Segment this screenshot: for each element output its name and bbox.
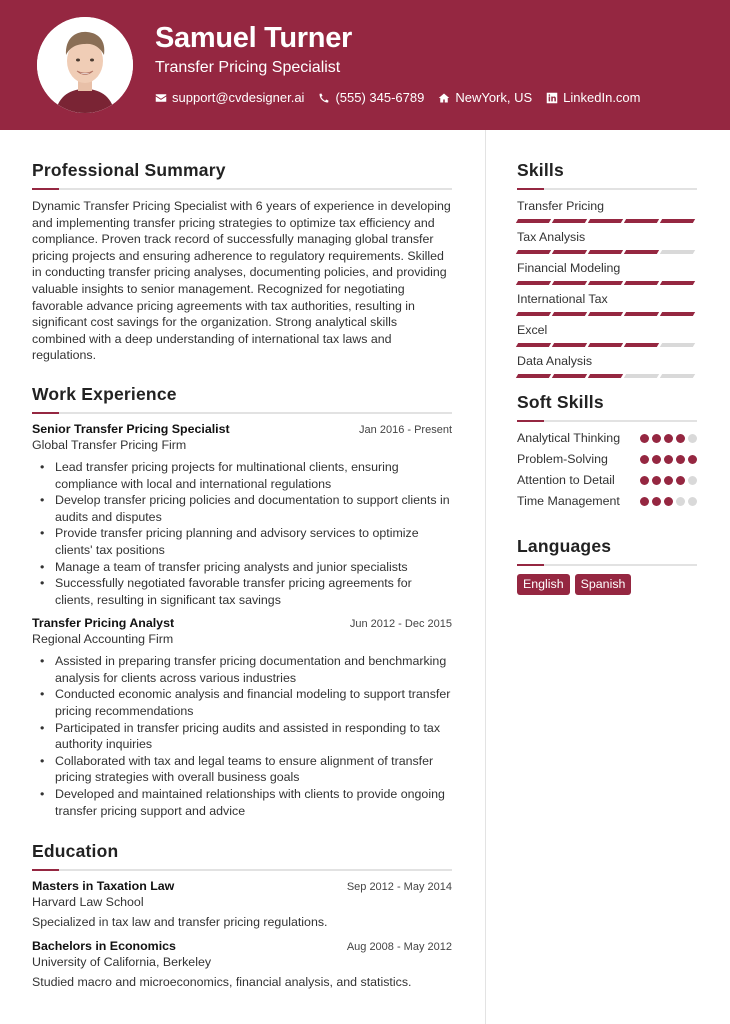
skill-level-bar — [517, 219, 697, 223]
home-icon — [438, 92, 450, 104]
skill-segment — [516, 374, 551, 378]
section-rule — [32, 412, 452, 414]
education-desc: Specialized in tax law and transfer pricing regulations. — [32, 915, 328, 930]
skill-segment — [516, 219, 551, 223]
rating-dot-icon — [640, 434, 649, 443]
rating-dot-icon — [664, 434, 673, 443]
soft-skill-rating — [640, 497, 697, 510]
skill-segment — [516, 343, 551, 347]
rating-dot-icon — [676, 434, 685, 443]
sidebar-column — [517, 160, 697, 595]
rating-dot-icon — [640, 476, 649, 485]
skill-segment — [552, 374, 587, 378]
skill-segment — [552, 250, 587, 254]
soft-skills-list — [517, 430, 697, 510]
phone-icon — [318, 92, 330, 104]
skill-segment — [552, 312, 587, 316]
degree: Masters in Taxation Law — [32, 879, 175, 894]
envelope-icon — [155, 92, 167, 104]
degree: Bachelors in Economics — [32, 939, 176, 954]
school: University of California, Berkeley — [32, 955, 212, 970]
skill-segment — [552, 343, 587, 347]
skill-segment — [552, 219, 587, 223]
job-bullets — [32, 653, 452, 819]
skills-section — [517, 160, 697, 378]
job-date: Jan 2016 - Present — [359, 423, 452, 436]
candidate-name: Samuel Turner — [155, 22, 353, 54]
soft-skill-label: Problem-Solving — [517, 452, 608, 466]
job-company: Regional Accounting Firm — [32, 632, 174, 647]
summary-text: Dynamic Transfer Pricing Specialist with 6 years of experience in developing and implementing transfer pricing strategies to optimize tax efficiency and compliance. Proven track record of successfully managing global transfer pricing projects and ensuring adherence to regulatory requirements. Skilled in conducting transfer pricing analyses, documenting policies, and providing valuable insights to senior management. Recognized for negotiating favorable advance pricing agreements with tax authorities, resulting in significant cost savings for the organization. Strong analytical skills combined with a deep understanding of international tax laws and regulations. — [32, 199, 451, 363]
skill-label: Tax Analysis — [517, 230, 586, 244]
skill-level-bar — [517, 281, 697, 285]
skill-segment — [624, 219, 659, 223]
section-heading: Education — [32, 841, 119, 862]
skill-segment — [624, 312, 659, 316]
list-item: • Lead transfer pricing projects for multinational clients, ensuring compliance with local and international regulations — [32, 459, 452, 492]
skill-segment — [624, 250, 659, 254]
skill-segment — [624, 281, 659, 285]
section-heading: Languages — [517, 536, 612, 556]
section-rule — [32, 188, 452, 190]
skill-segment — [624, 343, 659, 347]
list-item: • Conducted economic analysis and financial modeling to support transfer pricing recommendations — [32, 686, 452, 719]
skill-label: Transfer Pricing — [517, 199, 604, 213]
contact-phone[interactable] — [318, 90, 424, 105]
skill-segment — [660, 343, 695, 347]
skill-segment — [660, 281, 695, 285]
phone-text: (555) 345-6789 — [335, 90, 425, 105]
job-entry — [32, 422, 452, 608]
education-entry — [32, 879, 452, 929]
skill-segment — [588, 374, 623, 378]
location-text: NewYork, US — [455, 90, 533, 105]
skill-segment — [660, 312, 695, 316]
skill-item — [517, 229, 697, 254]
job-entry — [32, 616, 452, 819]
rating-dot-icon — [688, 455, 697, 464]
section-rule — [517, 420, 697, 422]
list-item: • Successfully negotiated favorable transfer pricing agreements for clients, resulting in significant tax savings — [32, 575, 452, 608]
soft-skill-label: Time Management — [517, 494, 620, 508]
rating-dot-icon — [652, 434, 661, 443]
skill-level-bar — [517, 250, 697, 254]
skill-segment — [516, 312, 551, 316]
job-company: Global Transfer Pricing Firm — [32, 437, 187, 452]
skill-segment — [588, 343, 623, 347]
linkedin-icon — [546, 92, 558, 104]
list-item: • Participated in transfer pricing audits and assisted in responding to tax authority inquiries — [32, 720, 452, 753]
soft-skill-rating — [640, 476, 697, 489]
language-badge: English — [517, 574, 570, 595]
job-bullets — [32, 459, 452, 608]
school: Harvard Law School — [32, 895, 144, 910]
rating-dot-icon — [640, 497, 649, 506]
skill-segment — [588, 250, 623, 254]
language-badge: Spanish — [575, 574, 632, 595]
section-rule — [517, 564, 697, 566]
rating-dot-icon — [676, 476, 685, 485]
education-entry — [32, 939, 452, 989]
job-date: Jun 2012 - Dec 2015 — [349, 618, 452, 631]
list-item: • Assisted in preparing transfer pricing documentation and benchmarking analysis for clients across various industries — [32, 653, 452, 686]
rating-dot-icon — [640, 455, 649, 464]
skills-list — [517, 198, 697, 378]
experience-section — [32, 384, 452, 819]
list-item: • Provide transfer pricing planning and advisory services to optimize clients' tax positions — [32, 525, 452, 558]
job-title: Senior Transfer Pricing Specialist — [32, 421, 230, 436]
education-desc: Studied macro and microeconomics, financial analysis, and statistics. — [32, 975, 412, 990]
email-text: support@cvdesigner.ai — [172, 90, 305, 105]
skill-item — [517, 322, 697, 347]
column-divider — [485, 130, 486, 1024]
skill-segment — [588, 312, 623, 316]
avatar — [37, 17, 133, 113]
rating-dot-icon — [652, 476, 661, 485]
section-heading: Professional Summary — [32, 160, 226, 180]
profile-photo-icon — [37, 17, 133, 113]
main-column — [32, 160, 452, 989]
skill-item — [517, 291, 697, 316]
skill-level-bar — [517, 312, 697, 316]
soft-skill-item — [517, 493, 697, 510]
skill-segment — [588, 219, 623, 223]
rating-dot-icon — [676, 455, 685, 464]
contact-email[interactable] — [155, 90, 304, 105]
skill-segment — [624, 374, 659, 378]
rating-dot-icon — [664, 455, 673, 464]
resume-header — [0, 0, 730, 130]
job-title: Transfer Pricing Analyst — [32, 616, 175, 631]
list-item: • Develop transfer pricing policies and documentation to support clients in audits and disputes — [32, 492, 452, 525]
languages-section — [517, 536, 697, 595]
rating-dot-icon — [688, 497, 697, 506]
skill-segment — [588, 281, 623, 285]
soft-skill-item — [517, 451, 697, 468]
skill-label: Excel — [517, 323, 548, 337]
skill-label: Data Analysis — [517, 354, 593, 368]
list-item: • Collaborated with tax and legal teams to ensure alignment of transfer pricing strategies with overall business goals — [32, 753, 452, 786]
summary-section — [32, 160, 452, 364]
skill-item — [517, 198, 697, 223]
section-heading: Skills — [517, 160, 564, 180]
skill-segment — [516, 250, 551, 254]
list-item: • Developed and maintained relationships with clients to provide ongoing transfer pricing support and advice — [32, 786, 452, 819]
linkedin-text: LinkedIn.com — [563, 90, 641, 105]
section-rule — [32, 869, 452, 871]
skill-segment — [552, 281, 587, 285]
rating-dot-icon — [688, 476, 697, 485]
list-item: • Manage a team of transfer pricing analysts and junior specialists — [32, 559, 452, 576]
soft-skills-section — [517, 392, 697, 510]
candidate-title: Transfer Pricing Specialist — [155, 59, 341, 76]
soft-skill-label: Attention to Detail — [517, 473, 615, 487]
skill-label: International Tax — [517, 292, 608, 306]
education-section — [32, 841, 452, 989]
section-heading: Work Experience — [32, 383, 177, 404]
soft-skill-item — [517, 472, 697, 489]
rating-dot-icon — [664, 497, 673, 506]
skill-segment — [660, 374, 695, 378]
skill-level-bar — [517, 343, 697, 347]
skill-segment — [660, 250, 695, 254]
soft-skill-rating — [640, 455, 697, 468]
skill-label: Financial Modeling — [517, 261, 621, 275]
skill-level-bar — [517, 374, 697, 378]
soft-skill-item — [517, 430, 697, 447]
soft-skill-label: Analytical Thinking — [517, 431, 621, 445]
contact-linkedin[interactable] — [546, 90, 640, 105]
skill-item — [517, 353, 697, 378]
contact-location — [438, 90, 532, 105]
soft-skill-rating — [640, 434, 697, 447]
education-date: Aug 2008 - May 2012 — [346, 941, 452, 954]
rating-dot-icon — [664, 476, 673, 485]
contact-bar — [155, 90, 655, 105]
rating-dot-icon — [688, 434, 697, 443]
section-rule — [517, 188, 697, 190]
skill-item — [517, 260, 697, 285]
languages-list — [517, 574, 697, 595]
skill-segment — [660, 219, 695, 223]
rating-dot-icon — [676, 497, 685, 506]
rating-dot-icon — [652, 455, 661, 464]
skill-segment — [516, 281, 551, 285]
section-heading: Soft Skills — [517, 392, 604, 412]
rating-dot-icon — [652, 497, 661, 506]
education-date: Sep 2012 - May 2014 — [346, 881, 452, 894]
